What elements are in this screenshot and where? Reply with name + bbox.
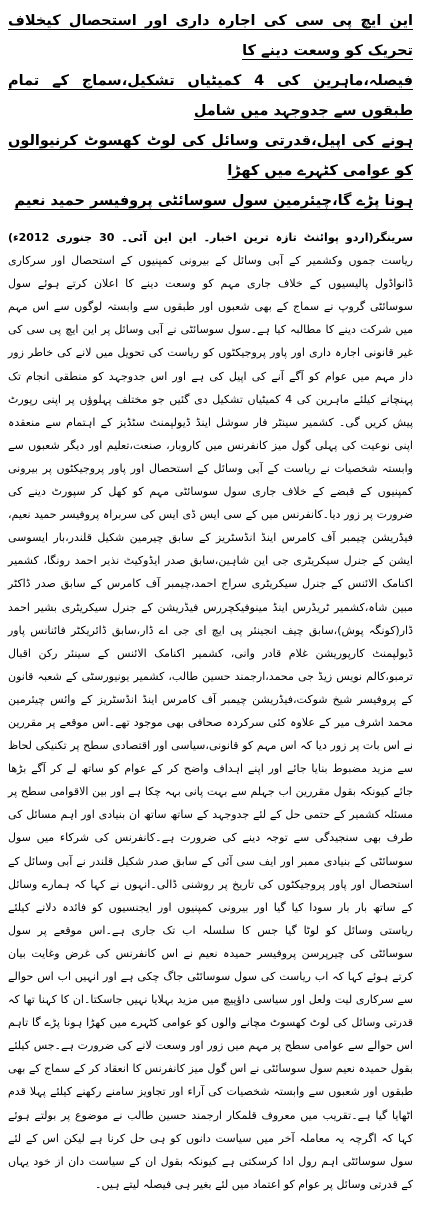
headline-line: ہونے کی اپیل،قدرتی وسائل کی لوٹ کھسوٹ کرنیوالوں کو عوامی کٹہرے میں کھڑا [8, 133, 413, 179]
article-body [8, 226, 413, 1196]
article-headline [8, 6, 413, 216]
headline-line: فیصلہ،ماہرین کی 4 کمیٹیاں تشکیل،سماج کے تمام طبقوں سے جدوجہد میں شامل [8, 73, 413, 119]
article-body-text: ریاست جموں وکشمیر کے آبی وسائل کے بیرونی کمپنیوں کے استحصال اور سرکاری ڈانواڈول پالیسیوں کے خلاف جاری مہم کو وسعت دینے کا اعلان کرتے ہوئے سول سوسائٹی گروپ نے سماج کے بھی شعبوں اور طبقوں سے وابستہ لوگوں سے اس مہم میں شرکت دینے کا مطالبہ کیا ہے۔سول سوسائٹی نے آبی وسائل پر این ایچ پی سی کی غیر قانونی اجارہ داری اور پاور پروجیکٹوں کو ریاست کی تحویل میں لانے کی خاطر زور دار مہم میں عوام کو آگے آنے کی اپیل کی ہے اور اس جدوجہد کو منطقی انجام تک پہنچانے کیلئے ماہرین کی 4 کمیٹیاں تشکیل دی گئیں جو مختلف پہلوؤں پر اپنی رپورٹ پیش کریں گی۔ کشمیر سینٹر فار سوشل اینڈ ڈیولپمنٹ سٹڈیز کے اہتمام سے منعقدہ اپنی نوعیت کی پہلی گول میز کانفرنس میں کاروبار، صنعت،تعلیم اور دیگر شعبوں سے وابستہ شخصیات نے ریاست کے آبی وسائل کے استحصال اور پاور پروجیکٹوں پر بیرونی کمپنیوں کے قبضے کے خلاف جاری سول سوسائٹی مہم کو کھل کر سپورٹ دینے کی ضرورت پر زور دیا۔کانفرنس میں کے سی ایس ڈی ایس کی سربراہ پروفیسر حمید نعیم، فیڈریشن چیمبر آف کامرس اینڈ انڈسٹریز کے سابق چیرمین شکیل قلندر،بار ایسوسی ایشن کے جنرل سیکریٹری جی این شاہین،سابق صدر ایڈوکیٹ نذیر احمد رونگا، کشمیر اکنامک الائنس کے جنرل سیکریٹری سراج احمد،چیمبر آف کامرس کے سابق صدر ڈاکٹر مبین شاہ،کشمیر ٹریڈرس اینڈ مینوفیکچررس فیڈریشن کے جنرل سیکریٹری بشیر احمد ڈار(کونگہ پوش)،سابق چیف انجینئر پی ایچ ای جی اے ڈار،سابق ڈائریکٹر فائنانس پاور ڈیولپمنٹ کارپوریشن غلام قادر وانی، کشمیر اکنامک الائنس کے سینئر رکن اقبال ترمبو،کالم نویس زیڈ جی محمد،ارجمند حسین طالب، کشمیر یونیورسٹی کے شعبہ قانون کے پروفیسر شیخ شوکت،فیڈریشن چیمبر آف کامرس اینڈ انڈسٹریز کے وائس چیئرمین محمد اشرف میر کے علاوہ کئی سرکردہ صحافی بھی موجود تھے۔اس موقعے پر مقررین نے اس بات پر زور دیا کہ اس مہم کو قانونی،سیاسی اور اقتصادی سطح پر تکنیکی لحاظ سے مزید مضبوط بنایا جائے اور اپنے اہداف واضح کر کے عوام کو ساتھ لے کر آگے بڑھا جائے کیونکہ بقول مقررین اب جہلم سے بہت پانی بہہ چکا ہے اور بین الاقوامی سطح پر مسئلہ کشمیر کے حتمی حل کے لئے جدوجہد کے ساتھ ساتھ ان بنیادی اور اہم مسائل کی طرف بھی سنجیدگی سے توجہ دینے کی ضرورت ہے۔کانفرنس کی شرکاء میں سول سوسائٹی کے بنیادی ممبر اور ایف سی آئی کے سابق صدر شکیل قلندر نے آبی وسائل کے استحصال اور پاور پروجیکٹوں کی تاریخ پر روشنی ڈالی۔انہوں نے کہا کہ ہمارے وسائل کے ساتھ بار بار سودا کیا گیا اور بیرونی کمپنیوں اور ایجنسیوں کو فائدہ دلانے کیلئے ریاستی وسائل کو لوٹا گیا جس کا سلسلہ اب تک جاری ہے۔اس موقعے پر سول سوسائٹی کی چیرپرسن پروفیسر حمیدہ نعیم نے اس کانفرنس کی غرض وغایت بیان کرتے ہوئے کہا کہ اب ریاست کی سول سوسائٹی جاگ چکی ہے اور انہیں اب اس حوالے سے سرکاری لیت ولعل اور سیاسی داؤپیچ میں مزید بہلایا نہیں جاسکتا۔ان کا کہنا تھا کہ قدرتی وسائل کی لوٹ کھسوٹ مچانے والوں کو عوامی کٹہرے میں کھڑا ہونا پڑے گا تاہم اس حوالے سے عوامی سطح پر مہم میں زور اور وسعت لانے کی ضرورت ہے۔جس کیلئے بقول حمیدہ نعیم سول سوسائٹی نے اس گول میز کانفرنس کا انعقاد کر کے سماج کے بھی طبقوں اور شعبوں سے وابستہ شخصیات کی آراء اور تجاویز سامنے رکھنے کیلئے پہلا قدم اٹھایا گیا ہے۔تقریب میں معروف قلمکار ارجمند حسین طالب نے موضوع پر بولتے ہوئے کہا کہ اگرچہ یہ معاملہ آخر میں سیاست دانوں کو ہی حل کرنا ہے لیکن اس کے لئے سول سوسائٹی اہم رول ادا کرسکتی ہے کیونکہ بقول ان کے سیاست دان از خود یہاں کے قدرتی وسائل پر عوام کو اعتماد میں لئے بغیر ہی فیصلہ لیتے ہیں۔ [8, 254, 413, 1191]
headline-line: ہونا پڑے گا،چیئرمین سول سوسائٹی پروفیسر حمید نعیم [14, 193, 413, 209]
headline-line: این ایچ پی سی کی اجارہ داری اور استحصال کیخلاف تحریک کو وسعت دینے کا [8, 13, 413, 59]
article-dateline: سرینگر(اردو پوائنٹ تازہ ترین اخبار۔ این این آئی۔ 30 جنوری 2012ء) [8, 231, 414, 244]
